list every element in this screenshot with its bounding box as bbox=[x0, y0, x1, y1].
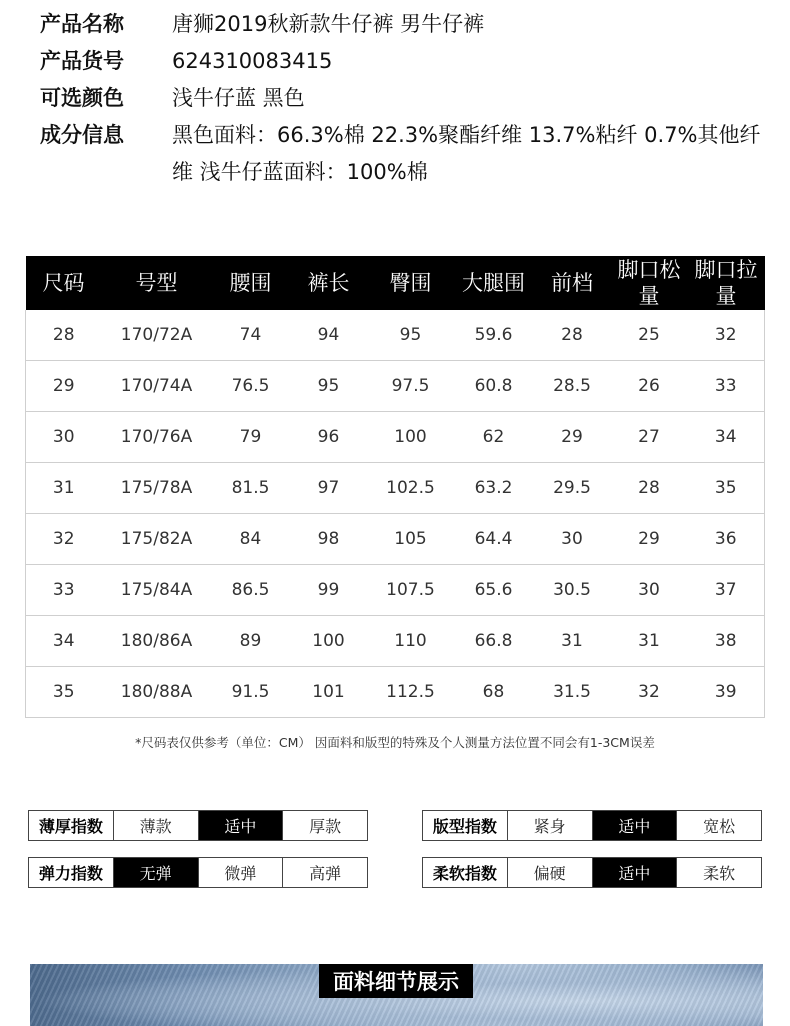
product-composition-value: 黑色面料：66.3%棉 22.3%聚酯纤维 13.7%粘纤 0.7%其他纤维 浅牛仔蓝面料：100%棉 bbox=[172, 123, 761, 184]
size-cell: 112.5 bbox=[368, 667, 454, 718]
size-cell: 26 bbox=[611, 361, 688, 412]
size-cell: 63.2 bbox=[454, 463, 534, 514]
size-cell: 79 bbox=[212, 412, 290, 463]
size-cell: 95 bbox=[368, 310, 454, 361]
size-header-cell: 脚口松量 bbox=[611, 256, 688, 310]
size-cell: 25 bbox=[611, 310, 688, 361]
fit-index-option: 适中 bbox=[592, 811, 677, 840]
size-cell: 95 bbox=[290, 361, 368, 412]
size-cell: 31.5 bbox=[534, 667, 611, 718]
table-row bbox=[26, 412, 765, 463]
size-cell: 65.6 bbox=[454, 565, 534, 616]
size-cell: 175/78A bbox=[102, 463, 212, 514]
size-cell: 31 bbox=[534, 616, 611, 667]
thickness-index bbox=[28, 810, 368, 841]
softness-index-option: 偏硬 bbox=[507, 858, 592, 887]
size-cell: 33 bbox=[688, 361, 765, 412]
thickness-index-option: 厚款 bbox=[282, 811, 367, 840]
size-cell: 102.5 bbox=[368, 463, 454, 514]
size-cell: 97 bbox=[290, 463, 368, 514]
softness-index-option: 适中 bbox=[592, 858, 677, 887]
size-cell: 175/84A bbox=[102, 565, 212, 616]
size-cell: 66.8 bbox=[454, 616, 534, 667]
fit-index-option: 宽松 bbox=[676, 811, 761, 840]
thickness-index-option: 适中 bbox=[198, 811, 283, 840]
size-cell: 32 bbox=[26, 514, 102, 565]
product-composition-label: 成分信息 bbox=[40, 123, 124, 147]
softness-index bbox=[422, 857, 762, 888]
elasticity-index bbox=[28, 857, 368, 888]
size-cell: 29 bbox=[534, 412, 611, 463]
size-cell: 37 bbox=[688, 565, 765, 616]
size-cell: 94 bbox=[290, 310, 368, 361]
size-cell: 62 bbox=[454, 412, 534, 463]
size-table bbox=[25, 256, 765, 718]
size-cell: 28 bbox=[611, 463, 688, 514]
product-colors-label: 可选颜色 bbox=[40, 86, 124, 110]
size-cell: 105 bbox=[368, 514, 454, 565]
product-sku-row bbox=[40, 43, 770, 80]
size-header-cell: 大腿围 bbox=[454, 256, 534, 310]
size-cell: 84 bbox=[212, 514, 290, 565]
size-cell: 31 bbox=[26, 463, 102, 514]
size-cell: 29 bbox=[26, 361, 102, 412]
size-cell: 28 bbox=[534, 310, 611, 361]
size-cell: 91.5 bbox=[212, 667, 290, 718]
size-header-cell: 臀围 bbox=[368, 256, 454, 310]
product-name-value: 唐狮2019秋新款牛仔裤 男牛仔裤 bbox=[172, 12, 485, 36]
size-header-cell: 腰围 bbox=[212, 256, 290, 310]
size-cell: 30 bbox=[611, 565, 688, 616]
size-cell: 31 bbox=[611, 616, 688, 667]
size-cell: 98 bbox=[290, 514, 368, 565]
size-cell: 35 bbox=[26, 667, 102, 718]
size-cell: 34 bbox=[688, 412, 765, 463]
fit-index bbox=[422, 810, 762, 841]
size-cell: 99 bbox=[290, 565, 368, 616]
size-cell: 30 bbox=[534, 514, 611, 565]
size-cell: 60.8 bbox=[454, 361, 534, 412]
size-cell: 29 bbox=[611, 514, 688, 565]
table-row bbox=[26, 310, 765, 361]
table-row bbox=[26, 616, 765, 667]
size-cell: 96 bbox=[290, 412, 368, 463]
size-cell: 86.5 bbox=[212, 565, 290, 616]
size-header-cell: 尺码 bbox=[26, 256, 102, 310]
thickness-index-label: 薄厚指数 bbox=[38, 817, 103, 836]
size-table-body bbox=[26, 310, 765, 718]
size-cell: 101 bbox=[290, 667, 368, 718]
size-header-cell: 裤长 bbox=[290, 256, 368, 310]
size-cell: 68 bbox=[454, 667, 534, 718]
product-sku-label: 产品货号 bbox=[40, 49, 124, 73]
product-name-label: 产品名称 bbox=[40, 12, 124, 36]
product-composition-row bbox=[40, 117, 770, 191]
table-row bbox=[26, 565, 765, 616]
size-cell: 30.5 bbox=[534, 565, 611, 616]
fit-index-option: 紧身 bbox=[507, 811, 592, 840]
size-cell: 100 bbox=[368, 412, 454, 463]
size-cell: 32 bbox=[611, 667, 688, 718]
size-cell: 100 bbox=[290, 616, 368, 667]
size-cell: 89 bbox=[212, 616, 290, 667]
size-cell: 33 bbox=[26, 565, 102, 616]
size-cell: 30 bbox=[26, 412, 102, 463]
size-cell: 107.5 bbox=[368, 565, 454, 616]
size-cell: 170/72A bbox=[102, 310, 212, 361]
size-header-cell: 号型 bbox=[102, 256, 212, 310]
size-cell: 170/76A bbox=[102, 412, 212, 463]
size-cell: 35 bbox=[688, 463, 765, 514]
product-colors-row bbox=[40, 80, 770, 117]
size-cell: 32 bbox=[688, 310, 765, 361]
product-info bbox=[40, 6, 770, 191]
elasticity-index-option: 微弹 bbox=[198, 858, 283, 887]
size-cell: 180/88A bbox=[102, 667, 212, 718]
size-table-note: *尺码表仅供参考（单位：CM） 因面料和版型的特殊及个人测量方法位置不同会有1-3CM误差 bbox=[135, 735, 655, 750]
elasticity-index-label: 弹力指数 bbox=[38, 864, 103, 883]
size-cell: 39 bbox=[688, 667, 765, 718]
size-cell: 38 bbox=[688, 616, 765, 667]
table-row bbox=[26, 463, 765, 514]
product-sku-value: 624310083415 bbox=[172, 49, 333, 73]
size-cell: 36 bbox=[688, 514, 765, 565]
table-row bbox=[26, 361, 765, 412]
size-cell: 180/86A bbox=[102, 616, 212, 667]
size-cell: 28 bbox=[26, 310, 102, 361]
product-name-row bbox=[40, 6, 770, 43]
softness-index-option: 柔软 bbox=[676, 858, 761, 887]
product-colors-value: 浅牛仔蓝 黑色 bbox=[172, 86, 305, 110]
size-header-cell: 脚口拉量 bbox=[688, 256, 765, 310]
elasticity-index-option: 无弹 bbox=[113, 858, 198, 887]
fabric-detail-banner bbox=[30, 964, 763, 1026]
size-cell: 97.5 bbox=[368, 361, 454, 412]
size-cell: 76.5 bbox=[212, 361, 290, 412]
size-cell: 170/74A bbox=[102, 361, 212, 412]
size-header-cell: 前档 bbox=[534, 256, 611, 310]
elasticity-index-option: 高弹 bbox=[282, 858, 367, 887]
size-cell: 28.5 bbox=[534, 361, 611, 412]
size-cell: 64.4 bbox=[454, 514, 534, 565]
size-cell: 27 bbox=[611, 412, 688, 463]
size-cell: 74 bbox=[212, 310, 290, 361]
softness-index-label: 柔软指数 bbox=[432, 864, 497, 883]
size-cell: 34 bbox=[26, 616, 102, 667]
table-row bbox=[26, 667, 765, 718]
size-cell: 175/82A bbox=[102, 514, 212, 565]
thickness-index-option: 薄款 bbox=[113, 811, 198, 840]
size-cell: 110 bbox=[368, 616, 454, 667]
size-cell: 59.6 bbox=[454, 310, 534, 361]
fit-index-label: 版型指数 bbox=[432, 817, 497, 836]
size-cell: 29.5 bbox=[534, 463, 611, 514]
table-row bbox=[26, 514, 765, 565]
size-cell: 81.5 bbox=[212, 463, 290, 514]
size-table-header bbox=[26, 256, 765, 310]
fabric-detail-title: 面料细节展示 bbox=[319, 964, 473, 998]
